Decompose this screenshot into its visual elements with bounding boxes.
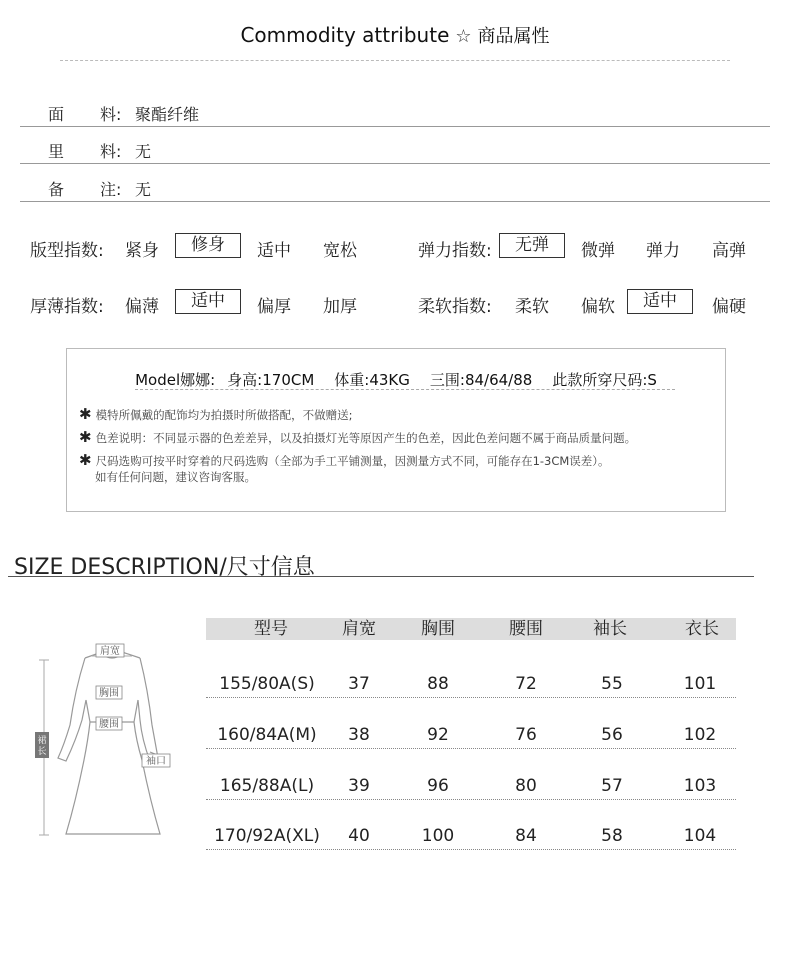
attr-label-a: 面: [48, 105, 65, 124]
row-divider: [206, 799, 736, 800]
attr-row-fabric: [20, 90, 770, 127]
note-item: [79, 428, 636, 446]
softness-option-selected: 适中: [627, 289, 693, 314]
chest-label: 胸围: [99, 688, 119, 699]
attr-label-b: 料:: [100, 142, 122, 161]
th-model: 型号: [254, 619, 288, 639]
table-cell: 103: [683, 776, 717, 796]
model-measurements: 三围:84/64/88: [429, 371, 533, 389]
title-en: Commodity attribute: [240, 23, 450, 47]
fit-option: 紧身: [125, 241, 159, 261]
note-item: [79, 405, 352, 423]
attr-label-b: 注:: [100, 180, 122, 199]
note-text: 模特所佩戴的配饰均为拍摄时所做搭配，不做赠送;: [95, 408, 353, 422]
table-cell: 160/84A(M): [217, 725, 317, 745]
fit-option: 宽松: [323, 241, 357, 261]
note-extra: 如有任何问题，建议咨询客服。: [95, 470, 256, 484]
softness-option: 偏硬: [712, 297, 746, 317]
model-size-worn: 此款所穿尺码:S: [552, 371, 657, 389]
softness-option: 柔软: [515, 297, 549, 317]
star-icon: ☆: [455, 26, 472, 47]
note-text: 尺码选购可按平时穿着的尺码选购（全部为手工平铺测量，因测量方式不同，可能存在1-3CM误差）。: [95, 454, 610, 468]
fit-option: 适中: [257, 241, 291, 261]
length-label-char: 裙: [37, 736, 47, 746]
attr-value-fabric: 聚酯纤维: [135, 105, 200, 124]
size-table-header: [206, 618, 736, 640]
softness-option: 偏软: [581, 297, 615, 317]
table-cell: 92: [427, 725, 449, 745]
size-description-title: SIZE DESCRIPTION/尺寸信息: [14, 555, 315, 580]
table-cell: 88: [427, 674, 449, 694]
table-cell: 56: [601, 725, 623, 745]
softness-index-label: 柔软指数:: [418, 297, 492, 317]
model-weight: 体重:43KG: [334, 371, 410, 389]
table-cell: 155/80A(S): [219, 674, 315, 694]
attr-label-a: 里: [48, 142, 65, 161]
asterisk-icon: ✱: [79, 451, 92, 469]
table-cell: 80: [515, 776, 537, 796]
fit-index-label: 版型指数:: [30, 241, 104, 261]
attr-value-note: 无: [135, 180, 152, 199]
attr-value-lining: 无: [135, 142, 152, 161]
note-item: [79, 451, 610, 469]
size-title-underline: [8, 576, 754, 577]
model-name: Model娜娜:: [135, 371, 216, 389]
table-cell: 40: [348, 826, 370, 846]
row-divider: [206, 697, 736, 698]
table-cell: 104: [683, 826, 717, 846]
elasticity-option: 高弹: [712, 241, 746, 261]
waist-label: 腰围: [99, 719, 119, 730]
attr-row-note: [20, 165, 770, 202]
title-divider: [60, 60, 730, 61]
asterisk-icon: ✱: [79, 405, 92, 423]
th-chest: 胸围: [421, 619, 455, 639]
table-cell: 170/92A(XL): [214, 826, 320, 846]
attr-label-a: 备: [48, 180, 65, 199]
elasticity-index-label: 弹力指数:: [418, 241, 492, 261]
shoulder-label: 肩宽: [100, 646, 120, 657]
length-label-char: 长: [37, 747, 47, 757]
model-line-underline: [135, 389, 675, 390]
table-cell: 96: [427, 776, 449, 796]
table-cell: 76: [515, 725, 537, 745]
th-shoulder: 肩宽: [342, 619, 376, 639]
th-sleeve: 袖长: [593, 619, 627, 639]
thickness-option: 偏薄: [125, 297, 159, 317]
table-cell: 72: [515, 674, 537, 694]
sleeve-label: 袖口: [146, 756, 166, 767]
elasticity-option-selected: 无弹: [499, 233, 565, 258]
table-cell: 84: [515, 826, 537, 846]
thickness-option-selected: 适中: [175, 289, 241, 314]
table-cell: 102: [683, 725, 717, 745]
fit-option-selected: 修身: [175, 233, 241, 258]
model-info-box: [66, 348, 726, 512]
table-cell: 57: [601, 776, 623, 796]
table-cell: 58: [601, 826, 623, 846]
note-text: 色差说明：不同显示器的色差差异，以及拍摄灯光等原因产生的色差，因此色差问题不属于商品质量问题。: [95, 431, 637, 445]
th-length: 衣长: [685, 619, 719, 639]
table-cell: 165/88A(L): [219, 776, 315, 796]
dress-diagram: [30, 640, 180, 840]
row-divider: [206, 748, 736, 749]
elasticity-option: 弹力: [646, 241, 680, 261]
elasticity-option: 微弹: [581, 241, 615, 261]
thickness-option: 加厚: [323, 297, 357, 317]
thickness-index-label: 厚薄指数:: [30, 297, 104, 317]
attr-row-lining: [20, 127, 770, 164]
asterisk-icon: ✱: [79, 428, 92, 446]
th-waist: 腰围: [509, 619, 543, 639]
commodity-attribute-title: [0, 22, 790, 48]
table-cell: 55: [601, 674, 623, 694]
model-stats-line: [67, 369, 725, 390]
attr-label-b: 料:: [100, 105, 122, 124]
table-cell: 37: [348, 674, 370, 694]
title-cn: 商品属性: [477, 26, 550, 47]
thickness-option: 偏厚: [257, 297, 291, 317]
table-cell: 39: [348, 776, 370, 796]
table-cell: 101: [683, 674, 717, 694]
table-cell: 38: [348, 725, 370, 745]
table-cell: 100: [421, 826, 455, 846]
model-height: 身高:170CM: [227, 371, 315, 389]
row-divider: [206, 849, 736, 850]
